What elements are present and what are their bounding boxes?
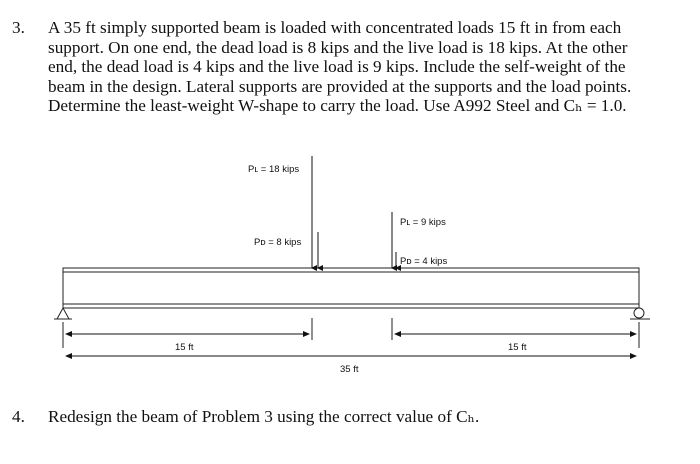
problem-4-number: 4. <box>12 407 25 426</box>
load-right-dead-label: Pᴅ = 4 kips <box>400 256 448 267</box>
problem-3-line: A 35 ft simply supported beam is loaded with concentrated loads 15 ft in from each <box>48 18 622 37</box>
problem-4-statement: Redesign the beam of Problem 3 using the correct value of Cₕ. <box>48 407 480 426</box>
load-left-dead-label: Pᴅ = 8 kips <box>254 237 302 248</box>
dimension-total-label: 35 ft <box>340 364 359 375</box>
roller-support-icon <box>630 308 650 319</box>
problem-3-line: Determine the least-weight W-shape to carry the load. Use A992 Steel and Cₕ = 1.0. <box>48 96 627 115</box>
dimension-extension-lines <box>63 318 639 348</box>
beam <box>63 268 639 308</box>
pin-support-icon <box>54 308 72 319</box>
problem-3-line: end, the dead load is 4 kips and the live load is 9 kips. Include the self-weight of the <box>48 57 626 76</box>
dimension-right-label: 15 ft <box>508 342 527 353</box>
problem-3-number: 3. <box>12 18 25 37</box>
problem-3-line: support. On one end, the dead load is 8 kips and the live load is 18 kips. At the other <box>48 37 628 57</box>
problem-3-line: beam in the design. Lateral supports are provided at the supports and the load points. <box>48 76 632 96</box>
dimension-left-label: 15 ft <box>175 342 194 353</box>
load-right-live-label: Pʟ = 9 kips <box>400 217 446 228</box>
load-left-live-label: Pʟ = 18 kips <box>248 164 300 175</box>
